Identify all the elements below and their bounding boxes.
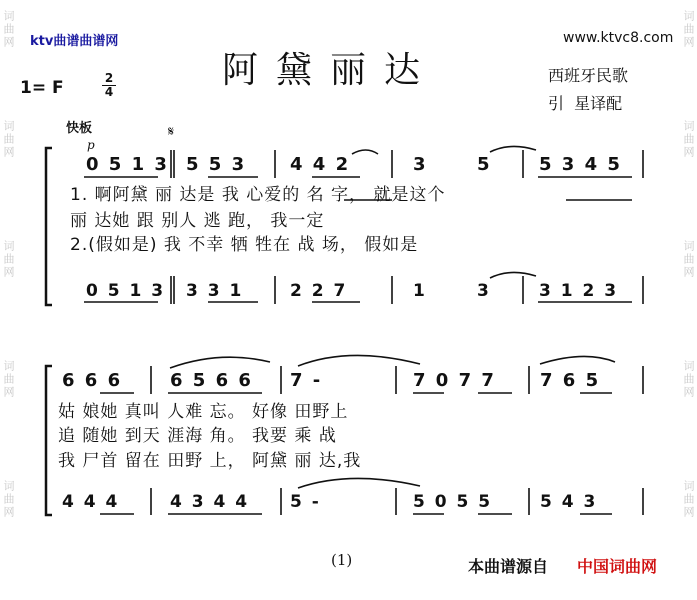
time-bottom: 4 [104,85,114,99]
s1-melody-m3: 3 [413,154,428,175]
s1-melody-m2: 4 4 2 [290,154,351,175]
watermark-left: 词曲网 [2,10,15,49]
source-site-link[interactable]: 中国词曲网 [577,557,658,576]
page-number: (1) [331,551,353,569]
watermark-right-5: 词曲网 [682,480,695,519]
s2-bass-m1: 4 3 4 4 [170,492,250,512]
s2-melody-m0: 6 6 6 [62,370,123,391]
s1-bass-m5: 3 1 2 3 [539,281,619,301]
song-arranger: 引 星译配 [548,94,623,113]
s2-melody-m3: 7 0 7 7 [413,370,496,391]
s1-lyric-line3: 2.(假如是) 我 不幸 牺 牲在 战 场， 假如是 [70,235,419,255]
site-url-right[interactable]: www.ktvc8.com [563,30,674,46]
s1-melody-m5: 5 3 4 5 [539,154,622,175]
s2-melody-m2: 7 - [290,370,323,391]
s1-lyric-line2: 丽 达她 跟 别人 逃 跑， 我一定 [70,211,325,231]
s1-bass-m0: 0 5 1 3 [86,281,166,301]
song-title: 阿黛丽达 [222,50,439,91]
site-logo-left[interactable]: ktv曲谱曲谱网 [30,34,119,49]
s2-bass-m0: 4 4 4 [62,492,120,512]
watermark-right: 词曲网 [682,10,695,49]
watermark-right-2: 词曲网 [682,120,695,159]
watermark-left-4: 词曲网 [2,360,15,399]
watermark-left-3: 词曲网 [2,240,15,279]
time-top: 2 [104,71,114,85]
s2-lyric-line3: 我 尸首 留在 田野 上， 阿黛 丽 达,我 [58,451,362,471]
s1-bass-m1: 3 3 1 [186,281,244,301]
watermark-right-3: 词曲网 [682,240,695,279]
key-label: 1= F [20,78,64,98]
source-label: 本曲谱源自 [468,557,549,576]
s1-bass-m2: 2 2 7 [290,281,348,301]
segno-sign: 𝄋 [168,124,175,140]
watermark-right-4: 词曲网 [682,360,695,399]
s1-melody-m1: 5 5 3 [186,154,247,175]
s2-bass-m3: 5 0 5 5 [413,492,493,512]
s2-lyric-line2: 追 随她 到天 涯海 角。 我要 乘 战 [58,426,337,446]
s1-melody-m0: 0 5 1 3 [86,154,169,175]
s2-lyric-line1: 姑 娘她 真叫 人难 忘。 好像 田野上 [58,402,349,422]
song-origin: 西班牙民歌 [548,66,629,85]
s2-bass-m4: 5 4 3 [540,492,598,512]
s2-bass-m2: 5 - [290,492,321,512]
s1-bass-m4: 3 [477,281,491,301]
watermark-left-5: 词曲网 [2,480,15,519]
s2-melody-m4: 7 6 5 [540,370,601,391]
s1-melody-m4: 5 [477,154,492,175]
tempo-marking: 快板 [66,121,93,136]
s1-lyric-line1: 1. 啊阿黛 丽 达是 我 心爱的 名 字， 就是这个 [70,185,446,205]
dynamic-marking: p [87,138,95,152]
watermark-left-2: 词曲网 [2,120,15,159]
s2-melody-m1: 6 5 6 6 [170,370,253,391]
s1-bass-m3: 1 [413,281,427,301]
